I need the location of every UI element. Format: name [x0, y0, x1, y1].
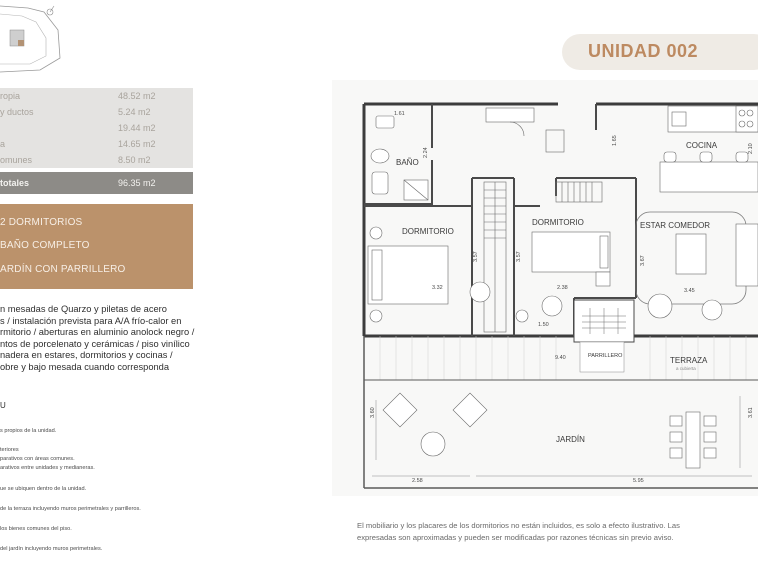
dim-label: 1.50	[538, 322, 549, 328]
room-label-cocina: COCINA	[686, 141, 718, 150]
note-item: del jardín incluyendo muros perimetrales.	[0, 546, 103, 552]
dim-label: 3.61	[748, 407, 754, 418]
dim-label: 5.95	[633, 478, 644, 484]
unit-badge	[562, 34, 758, 70]
room-label-parrillero: PARRILLERO	[588, 353, 623, 359]
feature-garden: ARDÍN CON PARRILLERO	[0, 264, 126, 275]
note-item: parativos con áreas comunes.	[0, 456, 75, 462]
area-row: 19.44 m2	[0, 120, 193, 136]
dim-label: 2.24	[423, 147, 429, 158]
features-box	[0, 204, 193, 289]
area-row: ropia 48.52 m2	[0, 88, 193, 104]
floor-plan	[332, 80, 758, 496]
notes-heading: U	[0, 401, 6, 410]
room-label-terraza: TERRAZA	[670, 356, 708, 365]
note-item: de la terraza incluyendo muros perimetrales y parrilleros.	[0, 506, 141, 512]
room-sublabel-terraza: a cubierta	[676, 366, 696, 371]
dim-label: 3.57	[473, 251, 479, 262]
note-item: s propios de la unidad.	[0, 428, 57, 434]
footnote: El mobiliario y los placares de los dormitorios no están incluidos, es solo a efecto ilustrativo. Las expresadas son aproximadas y pueden ser modificadas por razones técnicas sin previo aviso.	[357, 521, 680, 542]
note-item: los bienes comunes del piso.	[0, 526, 72, 532]
dim-label: 3.45	[684, 288, 695, 294]
dim-label: 3.32	[432, 285, 443, 291]
room-label-bano: BAÑO	[396, 158, 419, 167]
room-label-dormitorio: DORMITORIO	[402, 227, 454, 236]
area-table	[0, 88, 193, 194]
note-item: ue se ubiquen dentro de la unidad.	[0, 486, 87, 492]
location-minimap	[0, 0, 70, 80]
dim-label: 1.61	[394, 111, 405, 117]
room-label-jardin: JARDÍN	[556, 435, 585, 444]
area-total-row: totales 96.35 m2	[0, 172, 193, 194]
dim-label: 2.58	[412, 478, 423, 484]
note-item: arativos entre unidades y medianeras.	[0, 465, 95, 471]
room-label-dormitorio: DORMITORIO	[532, 218, 584, 227]
dim-label: 3.67	[640, 255, 646, 266]
room-label-estar-comedor: ESTAR COMEDOR	[640, 221, 711, 230]
area-row: a 14.65 m2	[0, 136, 193, 152]
unit-title: UNIDAD 002	[588, 41, 699, 61]
dim-label: 1.65	[612, 135, 618, 146]
area-row: omunes 8.50 m2	[0, 152, 193, 168]
note-item: teriores	[0, 447, 19, 453]
spec-paragraph: n mesadas de Quarzo y piletas de acero s / instalación prevista para A/A frío-calor en rmitorio / aberturas en aluminio anolock negro / ntos de porcelenato y cerámicas / piso vinílico nadera en estares, dormitorios y cocinas / obre y bajo mesada cuando corresponda	[0, 304, 195, 372]
dim-label: 2.38	[557, 285, 568, 291]
dim-label: 9.40	[555, 355, 566, 361]
dim-label: 2.10	[748, 143, 754, 154]
area-row: y ductos 5.24 m2	[0, 104, 193, 120]
feature-bedrooms: 2 DORMITORIOS	[0, 217, 83, 228]
dim-label: 3.60	[370, 407, 376, 418]
feature-bathroom: BAÑO COMPLETO	[0, 240, 90, 251]
dim-label: 3.57	[516, 251, 522, 262]
